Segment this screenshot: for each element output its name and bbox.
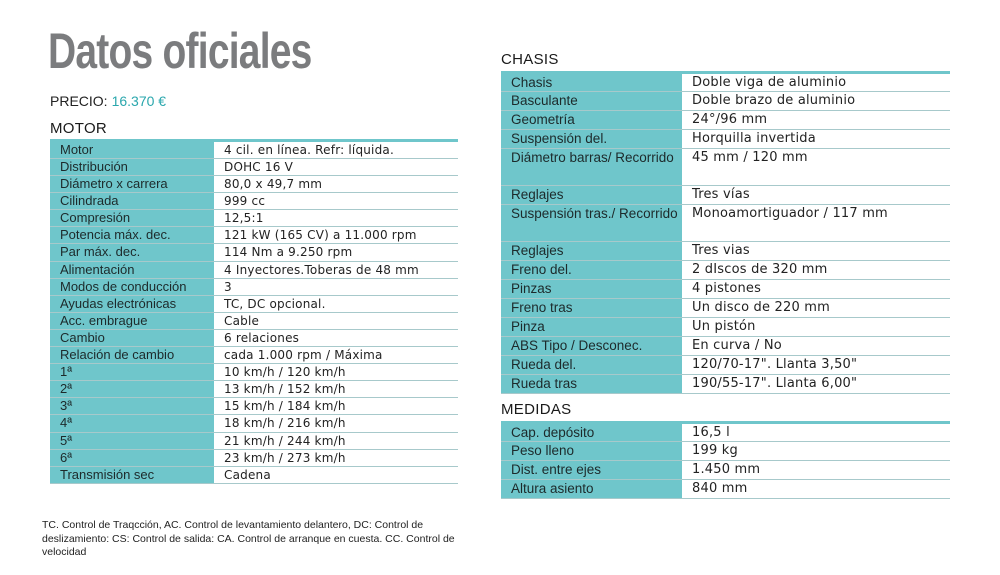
table-row <box>501 111 950 130</box>
table-row <box>501 261 950 280</box>
spec-value: 190/55-17". Llanta 6,00" <box>682 375 950 394</box>
chasis-spec-table <box>501 71 950 394</box>
spec-value: 80,0 x 49,7 mm <box>214 176 458 193</box>
chasis-heading: CHASIS <box>501 51 559 68</box>
table-row <box>501 149 950 186</box>
table-row <box>50 381 458 398</box>
table-row <box>501 73 950 92</box>
spec-label: Rueda del. <box>501 356 682 375</box>
spec-value: TC, DC opcional. <box>214 295 458 312</box>
spec-label: Pinzas <box>501 280 682 299</box>
spec-value: 2 dIscos de 320 mm <box>682 261 950 280</box>
spec-value: 840 mm <box>682 480 950 499</box>
spec-value: 121 kW (165 CV) a 11.000 rpm <box>214 227 458 244</box>
table-row <box>501 280 950 299</box>
spec-label: 1ª <box>50 364 214 381</box>
table-row <box>50 347 458 364</box>
spec-value: 3 <box>214 278 458 295</box>
spec-value: cada 1.000 rpm / Máxima <box>214 347 458 364</box>
spec-value: 1.450 mm <box>682 461 950 480</box>
spec-value: 18 km/h / 216 km/h <box>214 415 458 432</box>
table-row <box>50 415 458 432</box>
spec-value: 4 pistones <box>682 280 950 299</box>
table-row <box>501 130 950 149</box>
spec-label: Cilindrada <box>50 193 214 210</box>
spec-value: 21 km/h / 244 km/h <box>214 432 458 449</box>
spec-label: Rueda tras <box>501 375 682 394</box>
motor-heading: MOTOR <box>50 120 108 137</box>
spec-value: 4 Inyectores.Toberas de 48 mm <box>214 261 458 278</box>
spec-label: Potencia máx. dec. <box>50 227 214 244</box>
spec-value: 12,5:1 <box>214 210 458 227</box>
spec-label: Reglajes <box>501 186 682 205</box>
spec-label: 5ª <box>50 432 214 449</box>
spec-label: Freno tras <box>501 299 682 318</box>
table-row <box>501 186 950 205</box>
table-row <box>50 364 458 381</box>
table-row <box>501 205 950 242</box>
price-line <box>50 93 166 109</box>
spec-label: Suspensión tras./ Recorrido <box>501 205 682 242</box>
table-row <box>50 312 458 329</box>
spec-label: 3ª <box>50 398 214 415</box>
spec-label: 4ª <box>50 415 214 432</box>
spec-label: 2ª <box>50 381 214 398</box>
table-row <box>501 92 950 111</box>
spec-value: Cadena <box>214 466 458 483</box>
medidas-spec-table <box>501 421 950 499</box>
spec-label: Par máx. dec. <box>50 244 214 261</box>
table-row <box>50 329 458 346</box>
table-row <box>501 461 950 480</box>
table-row <box>50 295 458 312</box>
spec-label: Alimentación <box>50 261 214 278</box>
spec-value: Horquilla invertida <box>682 130 950 149</box>
spec-value: 999 cc <box>214 193 458 210</box>
spec-label: Basculante <box>501 92 682 111</box>
spec-label: Reglajes <box>501 242 682 261</box>
price-label: PRECIO: <box>50 93 108 109</box>
spec-label: Acc. embrague <box>50 312 214 329</box>
spec-label: Compresión <box>50 210 214 227</box>
spec-value: 114 Nm a 9.250 rpm <box>214 244 458 261</box>
spec-label: Peso lleno <box>501 442 682 461</box>
table-row <box>50 432 458 449</box>
spec-value: 4 cil. en línea. Refr: líquida. <box>214 141 458 159</box>
spec-value: Un pistón <box>682 318 950 337</box>
spec-value: Tres vías <box>682 186 950 205</box>
spec-label: Distribución <box>50 159 214 176</box>
table-row <box>50 261 458 278</box>
table-row <box>501 242 950 261</box>
spec-label: ABS Tipo / Desconec. <box>501 337 682 356</box>
footnote: TC. Control de Traqcción, AC. Control de levantamiento delantero, DC: Control de deslizamiento: CS: Control de salida: CA. Control de arranque en cuesta. CC. Control de velocidad <box>42 519 455 558</box>
spec-value: Doble brazo de aluminio <box>682 92 950 111</box>
spec-value: 10 km/h / 120 km/h <box>214 364 458 381</box>
spec-label: Ayudas electrónicas <box>50 295 214 312</box>
table-row <box>501 356 950 375</box>
spec-label: Pinza <box>501 318 682 337</box>
spec-value: 24°/96 mm <box>682 111 950 130</box>
spec-label: Motor <box>50 141 214 159</box>
table-row <box>501 299 950 318</box>
spec-label: Diámetro barras/ Recorrido <box>501 149 682 186</box>
table-row <box>50 398 458 415</box>
table-row <box>50 141 458 159</box>
table-row <box>50 466 458 483</box>
table-row <box>501 318 950 337</box>
spec-value: 16,5 l <box>682 423 950 442</box>
page-title: Datos oficiales <box>48 23 312 79</box>
price-value: 16.370 € <box>111 93 167 109</box>
spec-label: Transmisión sec <box>50 466 214 483</box>
table-row <box>501 442 950 461</box>
spec-value: 120/70-17". Llanta 3,50" <box>682 356 950 375</box>
table-row <box>501 337 950 356</box>
spec-value: Un disco de 220 mm <box>682 299 950 318</box>
spec-label: Suspensión del. <box>501 130 682 149</box>
spec-value: Doble viga de aluminio <box>682 73 950 92</box>
spec-value: DOHC 16 V <box>214 159 458 176</box>
spec-value: 45 mm / 120 mm <box>682 149 950 186</box>
spec-label: Relación de cambio <box>50 347 214 364</box>
spec-value: En curva / No <box>682 337 950 356</box>
table-row <box>501 480 950 499</box>
spec-label: Altura asiento <box>501 480 682 499</box>
spec-label: Cap. depósito <box>501 423 682 442</box>
spec-value: Monoamortiguador / 117 mm <box>682 205 950 242</box>
medidas-heading: MEDIDAS <box>501 401 572 418</box>
table-row <box>50 193 458 210</box>
table-row <box>50 210 458 227</box>
table-row <box>50 176 458 193</box>
spec-label: Modos de conducción <box>50 278 214 295</box>
spec-label: Geometría <box>501 111 682 130</box>
spec-value: Cable <box>214 312 458 329</box>
spec-label: Dist. entre ejes <box>501 461 682 480</box>
spec-value: 13 km/h / 152 km/h <box>214 381 458 398</box>
table-row <box>50 278 458 295</box>
spec-label: Chasis <box>501 73 682 92</box>
table-row <box>50 449 458 466</box>
spec-value: 6 relaciones <box>214 329 458 346</box>
spec-label: Freno del. <box>501 261 682 280</box>
spec-value: Tres vias <box>682 242 950 261</box>
table-row <box>501 375 950 394</box>
table-row <box>50 159 458 176</box>
table-row <box>50 244 458 261</box>
spec-value: 199 kg <box>682 442 950 461</box>
table-row <box>50 227 458 244</box>
motor-spec-table <box>50 139 458 484</box>
spec-value: 15 km/h / 184 km/h <box>214 398 458 415</box>
table-row <box>501 423 950 442</box>
spec-label: 6ª <box>50 449 214 466</box>
spec-value: 23 km/h / 273 km/h <box>214 449 458 466</box>
spec-label: Diámetro x carrera <box>50 176 214 193</box>
spec-label: Cambio <box>50 329 214 346</box>
